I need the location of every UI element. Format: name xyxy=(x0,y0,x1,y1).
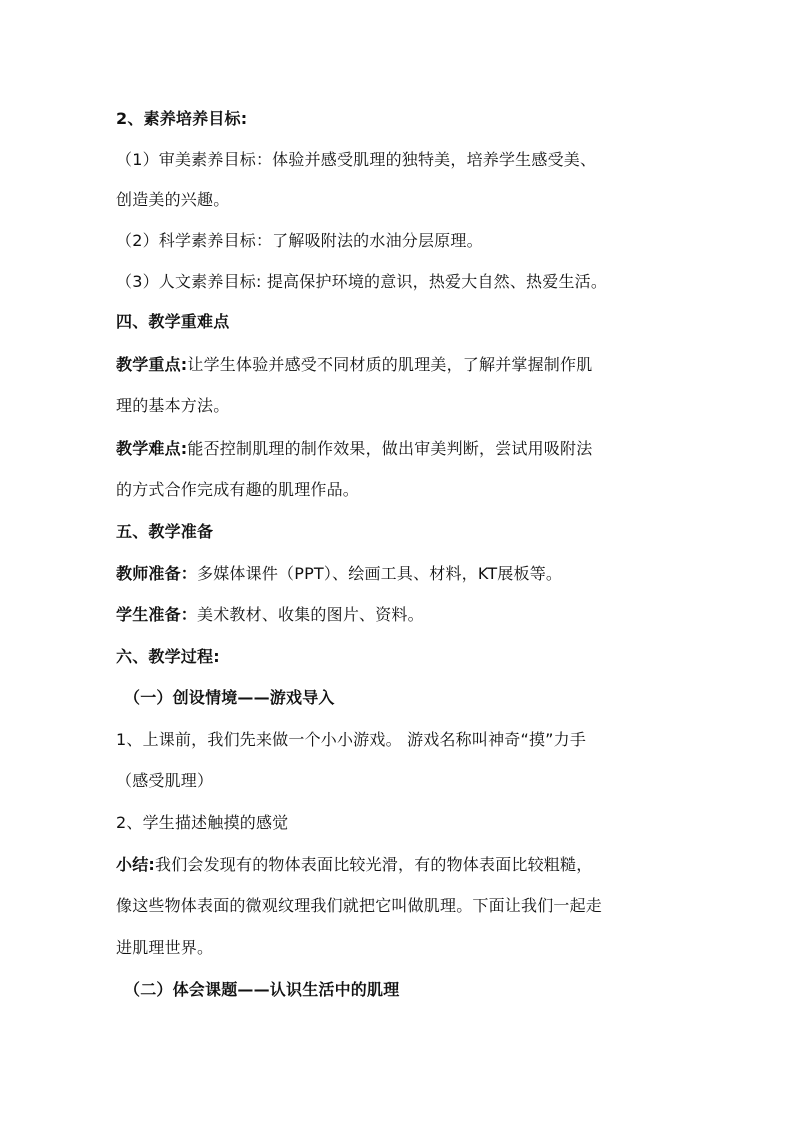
label-difficulties: 教学难点: xyxy=(116,439,188,458)
paragraph-line-summary-ending: 进肌理世界。 xyxy=(116,938,214,957)
section-heading-teaching-process: 六、教学过程: xyxy=(116,647,220,666)
paragraph-line-game-intro-continued: （感受肌理） xyxy=(116,771,214,790)
paragraph-line-difficulties-continued: 的方式合作完成有趣的肌理作品。 xyxy=(116,480,360,499)
subsection-heading-life-texture: （二）体会课题——认识生活中的肌理 xyxy=(124,980,400,999)
paragraph-line-teacher-preparation xyxy=(116,563,678,585)
label-student-preparation: 学生准备： xyxy=(116,605,198,624)
paragraph-line-science-goal: （2）科学素养目标：了解吸附法的水油分层原理。 xyxy=(116,231,483,250)
text-key-points: 让学生体验并感受不同材质的肌理美，了解并掌握制作肌 xyxy=(187,355,593,374)
text-teacher-preparation: 多媒体课件（PPT）、绘画工具、材料，KT展板等。 xyxy=(197,564,563,583)
paragraph-line-aesthetic-goal: （1）审美素养目标：体验并感受肌理的独特美，培养学生感受美、 xyxy=(116,150,597,169)
paragraph-line-game-intro: 1、上课前，我们先来做一个小小游戏。 游戏名称叫神奇“摸”力手 xyxy=(116,730,587,749)
paragraph-line-summary xyxy=(116,854,678,876)
subsection-heading-create-situation: （一）创设情境——游戏导入 xyxy=(124,688,335,707)
paragraph-line-student-description: 2、学生描述触摸的感觉 xyxy=(116,813,289,832)
section-heading-key-difficulties: 四、教学重难点 xyxy=(116,312,230,331)
section-heading-literacy-goals: 2、素养培养目标: xyxy=(116,109,248,128)
paragraph-line-student-preparation xyxy=(116,604,678,626)
paragraph-line-key-points xyxy=(116,354,678,376)
paragraph-line-key-points-continued: 理的基本方法。 xyxy=(116,396,230,415)
paragraph-line-summary-continued: 像这些物体表面的微观纹理我们就把它叫做肌理。下面让我们一起走 xyxy=(116,896,603,915)
label-teacher-preparation: 教师准备： xyxy=(116,564,198,583)
paragraph-line-difficulties xyxy=(116,438,678,460)
text-student-preparation: 美术教材、收集的图片、资料。 xyxy=(197,605,424,624)
section-heading-preparation: 五、教学准备 xyxy=(116,522,214,541)
paragraph-line-humanities-goal: （3）人文素养目标: 提高保护环境的意识，热爱大自然、热爱生活。 xyxy=(116,272,608,291)
label-key-points: 教学重点: xyxy=(116,355,188,374)
text-difficulties: 能否控制肌理的制作效果，做出审美判断，尝试用吸附法 xyxy=(187,439,593,458)
text-summary: 我们会发现有的物体表面比较光滑，有的物体表面比较粗糙， xyxy=(155,855,593,874)
label-summary: 小结: xyxy=(116,855,155,874)
paragraph-line-aesthetic-goal-continued: 创造美的兴趣。 xyxy=(116,190,230,209)
